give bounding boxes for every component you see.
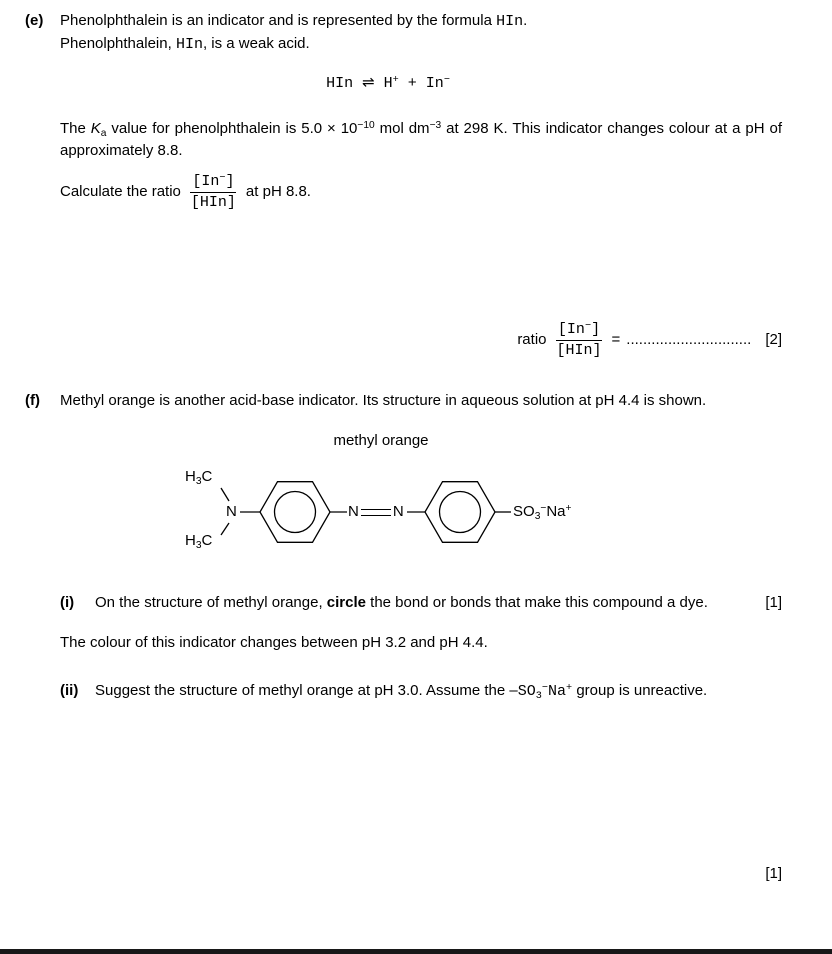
- methyl-group-bottom-label: $H_3C$: [185, 532, 213, 551]
- answer-line: [60, 320, 782, 360]
- sub-question-i-text-runs: On the structure of methyl orange, circle the bond or bonds that make this compound a dye.: [95, 594, 708, 611]
- question-e-intro-line1: Phenolphthalein is an indicator and is represented by the formula HIn.: [60, 12, 528, 30]
- fraction-numerator: [In−]: [190, 172, 236, 193]
- question-f-label: (f): [25, 392, 40, 409]
- answer-fraction-numerator: [In−]: [556, 320, 602, 341]
- amine-nitrogen-label: N: [226, 503, 237, 520]
- fraction-denominator: [HIn]: [190, 194, 236, 211]
- sub-question-i: [60, 592, 782, 614]
- benzene-ring-2: [425, 482, 495, 543]
- answer-equals: =: [611, 331, 621, 348]
- question-f-intro: Methyl orange is another acid-base indicator. Its structure in aqueous solution at pH 4.4 is shown.: [60, 392, 707, 409]
- bond-methyl-bottom: [221, 523, 229, 535]
- marks-f-ii: [1]: [765, 865, 782, 882]
- question-e-label: (e): [25, 12, 44, 29]
- methyl-group-top-label: $H_3C$: [185, 468, 213, 487]
- ka-statement: The $K_a$ value for phenolphthalein is $5.0 \times 10^{-10}$ mol $dm^{-3}$ at 298 K. This indicator changes colour at a pH of approximately 8.8.: [60, 119, 782, 159]
- page-footer-bar: [0, 949, 832, 954]
- sulfonate-group-label: $SO_3^-Na^+$: [513, 502, 572, 522]
- sub-question-i-label: (i): [60, 594, 75, 611]
- sub-question-ii-text: Suggest the structure of methyl orange at pH 3.0. Assume the $-SO_3^-Na^+$ group is unreactive.: [95, 682, 708, 702]
- azo-group-label: [348, 503, 404, 521]
- marks-f-i: [1]: [765, 594, 782, 611]
- bond-methyl-top: [221, 488, 229, 501]
- methyl-orange-structure: [185, 466, 595, 558]
- calculate-instruction: [60, 172, 782, 212]
- calculate-text-pre: Calculate the ratio: [60, 183, 181, 200]
- ratio-fraction: [189, 172, 238, 212]
- answer-dots: ..............................: [626, 331, 752, 348]
- question-e-intro-line2: Phenolphthalein, HIn, is a weak acid.: [60, 35, 310, 53]
- sub-question-ii-label: (ii): [60, 682, 79, 699]
- colour-change-note: The colour of this indicator changes between pH 3.2 and pH 4.4.: [60, 634, 488, 651]
- answer-prefix: ratio: [517, 331, 547, 348]
- answer-ratio-fraction: [555, 320, 604, 360]
- benzene-circle-2: [440, 492, 481, 533]
- answer-fraction-denominator: [HIn]: [556, 342, 602, 359]
- question-e: [25, 10, 782, 360]
- benzene-ring-1: [260, 482, 330, 543]
- structure-title: methyl orange: [333, 432, 429, 449]
- question-f: [25, 390, 782, 703]
- sub-question-ii: [60, 680, 782, 703]
- sub-question-i-text: [95, 592, 782, 614]
- azo-nitrogen-right: N: [392, 503, 404, 520]
- calculate-text-post: at pH 8.8.: [245, 183, 311, 200]
- azo-double-bond: [361, 509, 391, 516]
- benzene-circle-1: [275, 492, 316, 533]
- marks-e: [2]: [765, 331, 782, 348]
- equilibrium-equation: HIn ⇌ H+ + In−: [326, 73, 450, 92]
- azo-nitrogen-left: N: [348, 503, 359, 520]
